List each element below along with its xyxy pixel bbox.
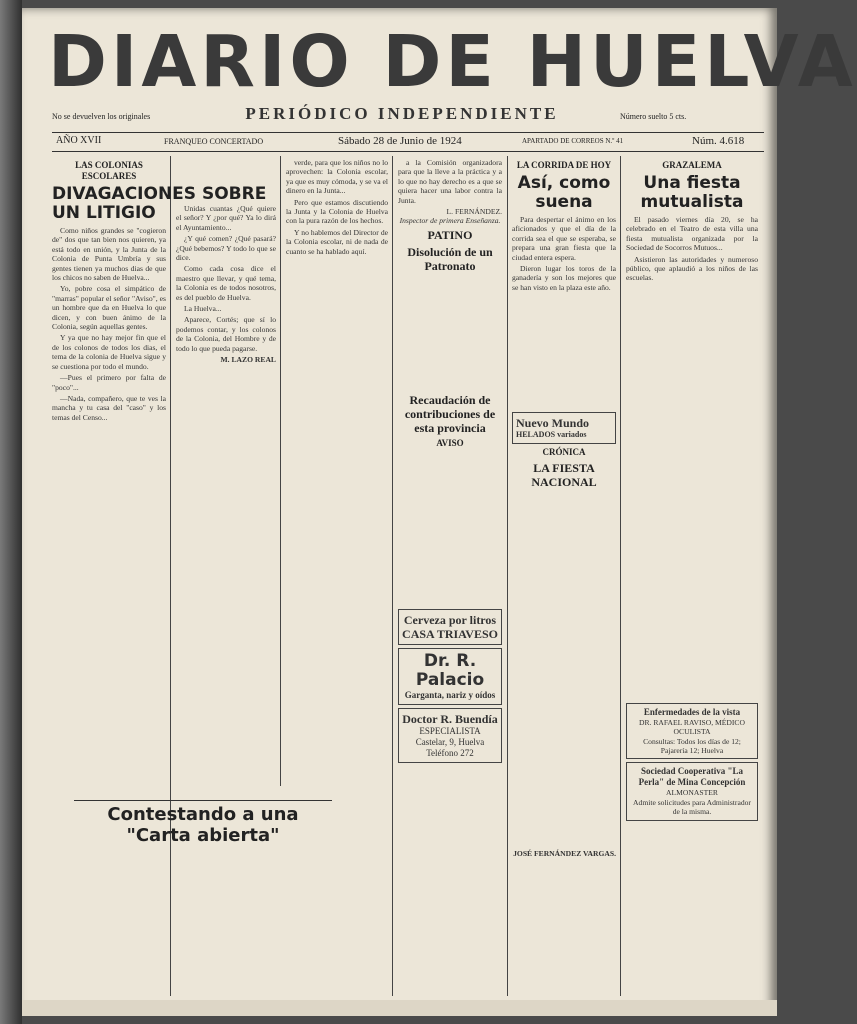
ad-nuevo-mundo — [512, 412, 616, 443]
column-rule — [507, 156, 508, 996]
paragraph: Para despertar el ánimo en los aficionados y que el día de la corrida sea el que se esperaba, se prepara una gran fiesta que la ciudad entera espera. — [512, 215, 616, 262]
ad-doctor-name: Dr. R. Palacio — [415, 650, 485, 690]
apartado-label: APARTADO DE CORREOS N.º 41 — [522, 137, 624, 145]
column-3 — [286, 158, 388, 988]
article-kicker: AVISO — [436, 437, 464, 448]
ad-cooperativa — [626, 762, 758, 820]
paragraph: Yo, pobre cosa el simpático de "marras" popular el señor "Aviso", es un hombre que da en Huelva lo que dicen, y con buen ánimo de la Colonia, según aquellas gentes. — [52, 284, 166, 332]
column-rule — [280, 156, 281, 786]
paragraph: Asistieron las autoridades y numeroso público, que aplaudió a los niños de las escuelas. — [626, 254, 758, 283]
ad-doctor: DR. RAFAEL RAVISO, MÉDICO OCULISTA — [639, 717, 745, 737]
paragraph: a la Comisión organizadora para que la lleve a la práctica y a lo que no hay derecho es a que se quiera hacer una labor contra la Junta. — [398, 158, 502, 205]
paragraph: Aparece, Cortés; que sí lo podemos contar, y los colonos de la Colonia, del Hombre y de todo lo que pueda pagarse. — [176, 315, 276, 353]
paragraph: —Nada, compañero, que te ves la mancha y tu casa del "caso" y los temas del Censo... — [52, 393, 166, 422]
ad-line: CASA TRIAVESO — [402, 626, 498, 641]
page-footer-edge — [22, 1000, 777, 1016]
column-rule — [392, 156, 393, 996]
signature-title: Inspector de primera Enseñanza. — [399, 216, 501, 226]
paragraph: Como cada cosa dice el maestro que llevar, y qué tema, la Colonia es de todos nosotros, es del pueblo de Huelva. — [176, 264, 276, 302]
issue-number: Núm. 4.618 — [692, 135, 745, 147]
signature: L. FERNÁNDEZ. — [446, 207, 502, 217]
column-rule — [170, 156, 171, 996]
signature: M. LAZO REAL — [220, 355, 276, 365]
banner-headline: Contestando a una "Carta abierta" — [74, 800, 332, 846]
column-4 — [398, 158, 502, 988]
ad-phone: Teléfono 272 — [426, 747, 474, 758]
ad-oculista — [626, 703, 758, 760]
ad-text: Admite solicitudes para Administrador de la misma. — [633, 797, 751, 817]
paragraph: ¿Y qué comen? ¿Qué pasará? ¿Qué bebemos? Y todo lo que se dice. — [176, 234, 276, 263]
article-headline: LA FIESTA NACIONAL — [531, 460, 597, 489]
ad-palacio — [398, 648, 502, 705]
article-kicker: LAS COLONIAS ESCOLARES — [75, 160, 143, 181]
paragraph: La Huelva... — [184, 304, 222, 314]
ad-doctor-name: Doctor R. Buendía — [402, 711, 498, 726]
ad-address: Consultas: Todos los días de 12; Pajarería 12; Huelva — [643, 736, 741, 756]
paragraph: Como niños grandes se "cogieron de" dos que tan bien nos quieren, ya está todo en unión, y la Junta de la Colonia de Punta Umbría y sus gentes tienen ya muchos dias de que los chicos no saben de Huelva... — [52, 226, 166, 283]
signature: JOSÉ FERNÁNDEZ VARGAS. — [513, 848, 616, 858]
issue-date: Sábado 28 de Junio de 1924 — [338, 135, 462, 147]
patino-title: PATINO — [427, 227, 473, 242]
ad-title: Enfermedades de la vista — [643, 706, 741, 717]
paragraph: Dieron lugar los toros de la ganadería y son los mejores que se han visto en la plaza este año. — [512, 264, 616, 292]
section-kicker: CRÓNICA — [542, 446, 586, 457]
column-2 — [176, 204, 276, 794]
paragraph: El pasado viernes día 20, se ha celebrado en el Teatro de esta villa una fiesta mutualista organizada por la Sociedad de Socorros Mutuos... — [626, 215, 758, 253]
price-note: Número suelto 5 cts. — [620, 112, 687, 121]
ad-place: ALMONASTER — [666, 788, 718, 798]
masthead-subtitle: PERIÓDICO INDEPENDIENTE — [245, 104, 559, 123]
article-headline: Disolución de un Patronato — [407, 244, 493, 273]
article-kicker: LA CORRIDA DE HOY — [516, 160, 612, 170]
ad-specialty: Garganta, nariz y oídos — [404, 689, 496, 700]
ad-line: Cerveza por litros — [403, 612, 497, 627]
article-headline: DIVAGACIONES SOBRE UN LITIGIO — [52, 184, 267, 223]
ad-address: Castelar, 9, Huelva — [415, 736, 485, 747]
ad-cerveza — [398, 609, 502, 645]
ad-specialty: ESPECIALISTA — [419, 725, 481, 736]
paragraph: —Pues el primero por falta de "poco"... — [52, 373, 166, 392]
book-binding — [0, 0, 22, 1024]
article-headline: Así, como suena — [517, 173, 611, 212]
column-rule — [620, 156, 621, 996]
year-label: AÑO XVII — [56, 135, 102, 146]
article-headline: Una fiesta mutualista — [640, 173, 744, 212]
paragraph: Unidas cuantas ¿Qué quiere el señor? Y ¿por qué? Ya lo dirá el Ayuntamiento... — [176, 204, 276, 232]
masthead-title: DIARIO DE HUELVA — [48, 20, 857, 103]
ad-buendia — [398, 708, 502, 763]
paragraph: verde, para que los niños no lo aprovechen: la Colonia escolar, ya que es muy cómoda, y se va el dinero en la Junta... — [286, 158, 388, 196]
returns-note: No se devuelven los originales — [52, 112, 151, 121]
ad-title: Sociedad Cooperativa "La Perla" de Mina Concepción — [638, 766, 746, 788]
dateline — [52, 132, 764, 152]
paragraph: Y ya que no hay mejor fin que el de los colonos de todos los dias, el tema de la colonia de Huelva sigue y se cuestiona por todo el mundo. — [52, 333, 166, 371]
column-6 — [626, 158, 758, 988]
newspaper-page — [22, 8, 857, 1016]
ad-title: Nuevo Mundo — [516, 416, 590, 431]
paragraph: Y no hablemos del Director de la Colonia escolar, ni de nada de cuanto se ha hablado aquí. — [286, 227, 388, 256]
postage-label: FRANQUEO CONCERTADO — [164, 137, 264, 146]
paragraph: Pero que estamos discutiendo la Junta y la Colonia de Huelva con la pura razón de los hechos. — [286, 197, 388, 226]
column-5 — [512, 158, 616, 988]
ad-subtitle: HELADOS variados — [516, 430, 587, 440]
article-kicker: GRAZALEMA — [662, 160, 722, 170]
article-headline: Recaudación de contribuciones de esta provincia — [404, 392, 496, 435]
